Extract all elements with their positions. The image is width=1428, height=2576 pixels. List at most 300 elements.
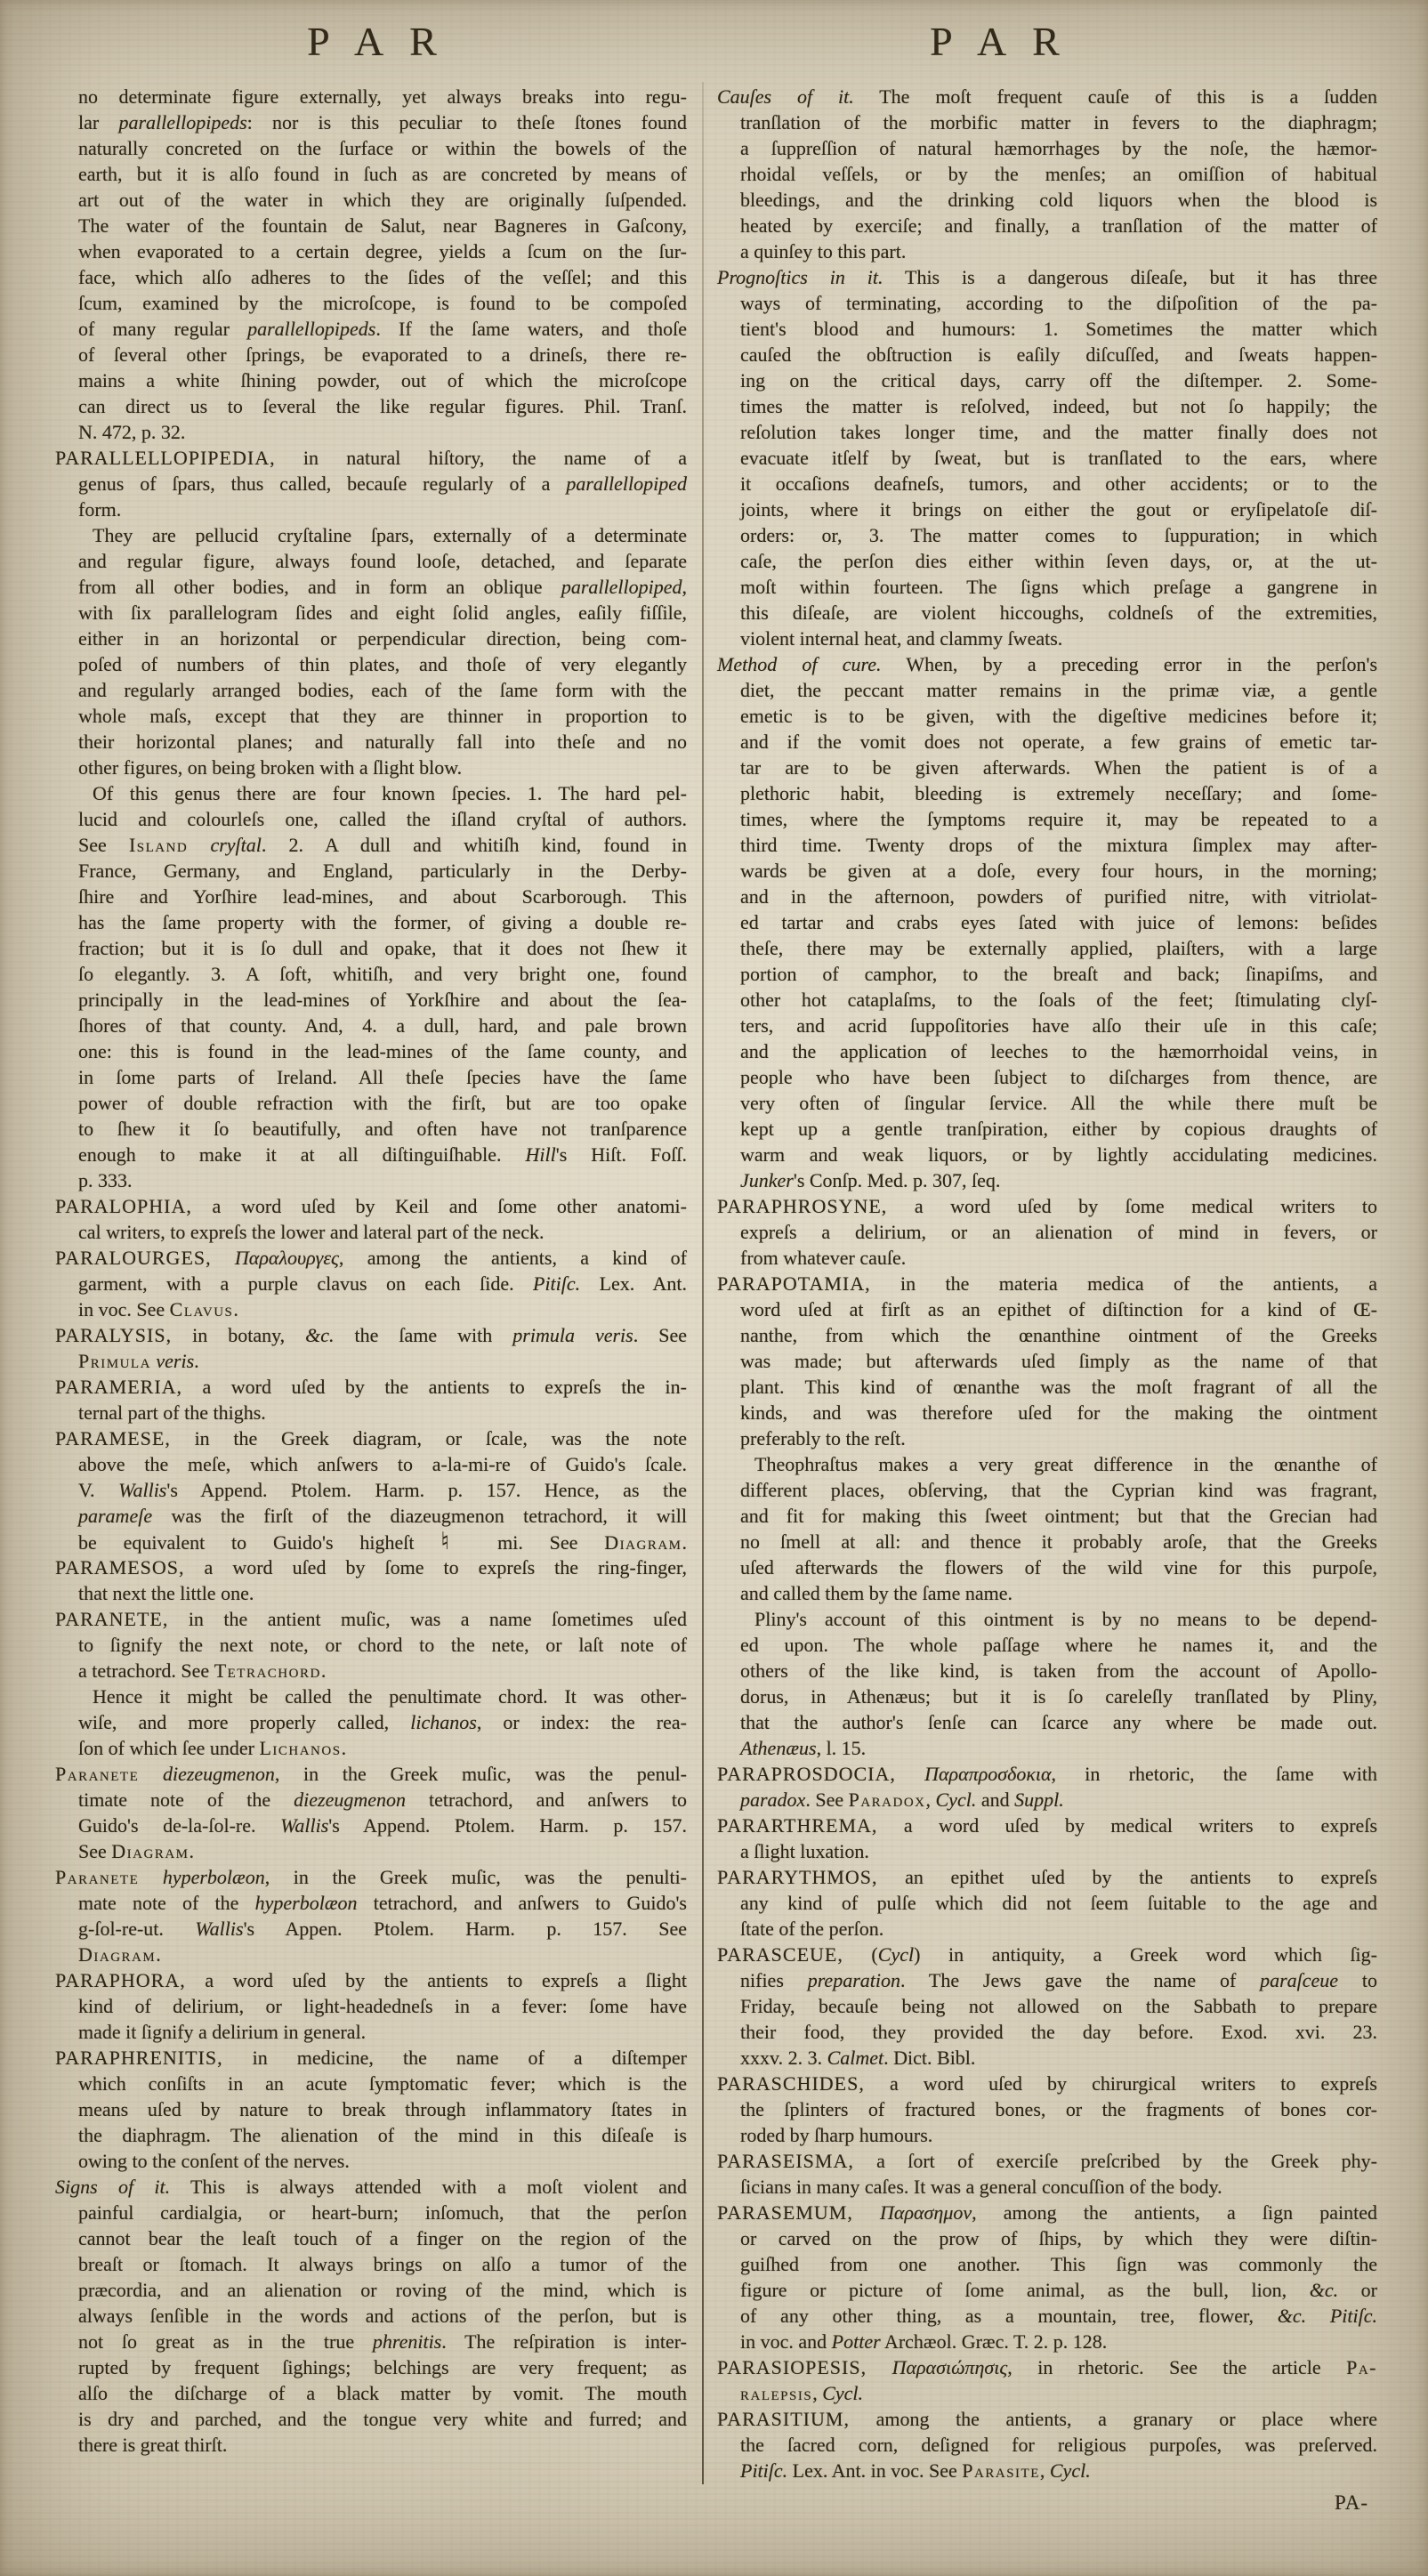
small-caps-reference: Paranete	[55, 1763, 140, 1785]
text-run: other hot cataplaſms, to the ſoals of the feet; ſtimulating clyſ-	[740, 989, 1377, 1011]
text-line	[717, 1632, 1377, 1658]
text-line	[717, 1013, 1377, 1038]
text-run: tetrachord, and anſwers to	[405, 1789, 688, 1811]
text-run: among the antients, a granary or place where	[849, 2408, 1377, 2430]
text-run: rupted by frequent ſighings; belchings are very frequent; as	[78, 2356, 687, 2378]
text-line	[55, 1813, 687, 1838]
text-run: ſon of which ſee under	[78, 1737, 260, 1759]
text-line	[55, 1580, 687, 1606]
text-run: of ſeveral other ſprings, be evaporated to a drineſs, there re-	[78, 343, 687, 366]
text-run: , among the antients, a ſign painted	[972, 2201, 1377, 2224]
entry	[717, 2406, 1377, 2483]
entry-headword: PARASITIUM,	[717, 2408, 850, 2430]
text-run: earth, but it is alſo found in ſuch as are concreted by means of	[78, 163, 687, 185]
text-run: always ſenſible in the words and actions of the perſon, but is	[78, 2305, 687, 2327]
text-line	[55, 187, 687, 213]
text-line	[717, 1477, 1377, 1503]
text-line	[717, 574, 1377, 600]
small-caps-reference: Lichanos	[259, 1737, 342, 1759]
entry-headword: PARAMESOS,	[55, 1556, 185, 1579]
text-line	[717, 1838, 1377, 1864]
text-run: . 2. A dull and whitiſh kind, found in	[261, 834, 688, 856]
entry	[55, 1864, 687, 1967]
left-column	[55, 84, 687, 2458]
text-line	[717, 135, 1377, 161]
text-run: was made; but afterwards uſed ſimply as the name of that	[740, 1350, 1377, 1372]
italic-text: parallellopipeds	[118, 111, 247, 133]
entry	[55, 1322, 687, 1374]
text-run: dorus, in Athenæus; but it is ſo careleſly tranſlated by Pliny,	[740, 1685, 1377, 1708]
entry-headword: PARASEISMA,	[717, 2150, 854, 2172]
text-run: 's Appen. Ptolem. Harm. p. 157. See	[243, 1918, 688, 1940]
text-line	[717, 2432, 1377, 2458]
entry	[55, 2045, 687, 2174]
entry	[717, 2148, 1377, 2200]
text-run: ſhire and Yorſhire lead-mines, and about Scarborough. This	[78, 885, 687, 908]
text-run: roded by ſharp humours.	[740, 2124, 933, 2146]
italic-text: Wallis	[280, 1814, 329, 1837]
text-run: 's Hiſt. Foſſ.	[555, 1143, 687, 1166]
text-run: in voc. See	[78, 1298, 170, 1320]
text-line	[55, 1167, 687, 1193]
text-run: Lex. Ant. in voc. See	[787, 2459, 963, 2482]
entry	[55, 1374, 687, 1425]
entry-headword: PARAPROSDOCIA,	[717, 1763, 896, 1785]
text-line	[717, 755, 1377, 780]
text-run: in natural hiſtory, the name of a	[275, 447, 687, 469]
entry-headword: PARAMERIA,	[55, 1376, 183, 1398]
text-run: other figures, on being broken with a ſlight blow.	[78, 756, 463, 779]
text-run: uſed afterwards the flowers of the wild vine for this purpoſe,	[740, 1556, 1377, 1579]
text-line	[717, 1193, 1377, 1219]
text-run: mains a white ſhining powder, out of which the microſcope	[78, 369, 687, 392]
text-run: when evaporated to a certain degree, yields a ſcum on the ſur-	[78, 240, 687, 262]
text-run: a word uſed by Keil and ſome other anatomi-	[191, 1195, 687, 1217]
text-line	[717, 342, 1377, 367]
text-run: this diſeaſe, are violent hiccoughs, coldneſs of the extremities,	[740, 602, 1377, 624]
entry	[55, 1554, 687, 1606]
paragraph	[55, 780, 687, 1193]
text-line	[717, 806, 1377, 832]
text-line	[55, 935, 687, 961]
text-line	[717, 1580, 1377, 1606]
text-run: tranſlation of the morbific matter in fevers to the diaphragm;	[740, 111, 1377, 133]
entry	[717, 1761, 1377, 1813]
text-run: their horizontal planes; and naturally fall into theſe and no	[78, 731, 687, 753]
entry	[717, 1942, 1377, 2071]
text-line	[717, 1090, 1377, 1116]
entry	[55, 445, 687, 522]
text-line	[717, 703, 1377, 729]
entry	[55, 2174, 687, 2458]
text-line	[717, 677, 1377, 703]
text-line	[717, 1916, 1377, 1942]
text-run: naturally concreted on the ſurface or within the bowels of the	[78, 137, 687, 159]
text-run: . See	[633, 1324, 687, 1346]
text-line	[717, 2458, 1377, 2483]
text-line	[717, 780, 1377, 806]
text-run: Pliny's account of this ointment is by no means to be depend-	[754, 1608, 1377, 1630]
text-run: and if the vomit does not operate, a few grains of emetic tar-	[740, 731, 1377, 753]
text-run: of many regular	[78, 318, 248, 340]
text-line	[55, 1529, 687, 1554]
text-line	[55, 2174, 687, 2200]
text-run: word uſed at firſt as an epithet of diſtinction for a kind of Œ-	[740, 1298, 1377, 1320]
text-line	[717, 2406, 1377, 2432]
italic-text: Cycl.	[1049, 2459, 1091, 2482]
text-line	[55, 909, 687, 935]
text-run: either in an horizontal or perpendicular direction, being com-	[78, 627, 687, 650]
text-run: in the antient muſic, was a name ſometimes uſed	[168, 1608, 687, 1630]
text-line	[717, 1064, 1377, 1090]
text-line	[55, 2225, 687, 2251]
text-line	[55, 677, 687, 703]
text-run: owing to the conſent of the nerves.	[78, 2150, 350, 2172]
text-line	[55, 161, 687, 187]
text-line	[717, 187, 1377, 213]
entry	[717, 1864, 1377, 1942]
text-run: cauſed the obſtruction is eaſily diſcuſſed, and ſweats happen-	[740, 343, 1377, 366]
text-line	[55, 2303, 687, 2329]
text-run: , in rhetoric. See the article	[1007, 2356, 1347, 2378]
text-run: lucid and colourleſs one, called the iſland cryſtal of authors.	[78, 808, 687, 830]
entry-headword: PARAPHORA,	[55, 1969, 186, 1991]
text-run: Guido's de-la-ſol-re.	[78, 1814, 281, 1837]
italic-text: Pitiſc.	[533, 1272, 581, 1295]
text-run: evacuate itſelf by ſweat, but is tranſlated to the ears, where	[740, 447, 1377, 469]
greek-text: Παρασημον	[880, 2201, 972, 2224]
small-caps-reference: Paranete	[55, 1866, 140, 1888]
text-line	[55, 651, 687, 677]
text-run: has the ſame property with the former, of giving a double re-	[78, 911, 687, 933]
text-line	[55, 1916, 687, 1942]
text-line	[717, 1606, 1377, 1632]
text-run: , or index: the rea-	[476, 1711, 687, 1733]
text-run: that the author's ſenſe can ſcarce any where be made out.	[740, 1711, 1377, 1733]
text-run: art out of the water in which they are originally ſuſpended.	[78, 189, 687, 211]
text-run: heated by exerciſe; and finally, a tranſlation of the matter of	[740, 214, 1377, 237]
running-head-left: P A R	[307, 19, 446, 64]
text-line	[55, 1838, 687, 1864]
text-run: was the firſt of the diazeugmenon tetrachord, it will	[152, 1505, 687, 1527]
text-line	[55, 548, 687, 574]
text-line	[55, 1400, 687, 1425]
text-run: ſtate of the perſon.	[740, 1918, 884, 1940]
entry-headword: PARAPOTAMIA,	[717, 1272, 871, 1295]
text-line	[717, 238, 1377, 264]
text-line	[55, 884, 687, 909]
text-run: their food, they provided the day before. Exod. xvi. 23.	[740, 2021, 1377, 2043]
text-run: ſicians in many caſes. It was a general concuſſion of the body.	[740, 2176, 1222, 2198]
entry	[55, 1967, 687, 2045]
text-line	[55, 238, 687, 264]
italic-text: Calmet	[827, 2047, 884, 2069]
text-line	[717, 1529, 1377, 1554]
text-run: 's Append. Ptolem. Harm. p. 157.	[328, 1814, 687, 1837]
text-line	[55, 1684, 687, 1709]
entry	[55, 1245, 687, 1322]
text-line	[717, 367, 1377, 393]
text-line	[55, 213, 687, 238]
text-line	[717, 445, 1377, 471]
text-line	[55, 1193, 687, 1219]
italic-text: hyperbolæon	[162, 1866, 265, 1888]
text-line	[55, 2277, 687, 2303]
text-run: fraction; but it is ſo dull and opake, that it does not ſhew it	[78, 937, 687, 959]
text-run: 's Conſp. Med. p. 307, ſeq.	[793, 1169, 1001, 1191]
italic-text: diezeugmenon	[294, 1789, 406, 1811]
text-run: .	[233, 1298, 238, 1320]
text-run: , in rhetoric, the ſame with	[1051, 1763, 1378, 1785]
text-line	[55, 1864, 687, 1890]
text-run: ,	[925, 1789, 936, 1811]
text-run: p. 333.	[78, 1169, 133, 1191]
text-line	[717, 548, 1377, 574]
text-run: power of double refraction with the firſt, but are too opake	[78, 1092, 687, 1114]
italic-text: paradox	[740, 1789, 806, 1811]
text-line	[55, 445, 687, 471]
text-run: in ſome parts of Ireland. All theſe ſpecies have the ſame	[78, 1066, 687, 1088]
text-run: principally in the lead-mines of Yorkſhire and about the ſea-	[78, 989, 687, 1011]
text-line	[55, 1296, 687, 1322]
text-run: , in the Greek muſic, was the penulti-	[264, 1866, 688, 1888]
text-line	[55, 264, 687, 290]
text-run: plant. This kind of œnanthe was the moſt fragrant of all the	[740, 1376, 1377, 1398]
text-run: .	[682, 1531, 687, 1554]
text-run: ſcum, examined by the microſcope, is found to be compoſed	[78, 292, 687, 314]
text-line	[55, 2432, 687, 2458]
small-caps-reference: Parasite	[962, 2459, 1040, 2482]
text-line	[717, 1271, 1377, 1296]
text-line	[55, 419, 687, 445]
text-line	[717, 471, 1377, 497]
text-line	[55, 1761, 687, 1787]
text-line	[55, 1606, 687, 1632]
text-line	[717, 1942, 1377, 1967]
text-line	[55, 1890, 687, 1916]
text-run	[188, 834, 210, 856]
entry	[717, 2354, 1377, 2406]
small-caps-reference: Tetrachord	[214, 1659, 321, 1682]
text-line	[717, 290, 1377, 316]
text-run: is dry and parched, and the tongue very white and furred; and	[78, 2408, 687, 2430]
text-run: cannot bear the leaſt touch of a finger on the region of the	[78, 2227, 687, 2249]
text-run: . Dict. Bibl.	[883, 2047, 976, 2069]
entry-headword: PARARYTHMOS,	[717, 1866, 878, 1888]
continuation-paragraph	[55, 84, 687, 445]
paragraph	[717, 1606, 1377, 1761]
text-line	[55, 1942, 687, 1967]
text-line	[55, 1709, 687, 1735]
text-run	[139, 1763, 163, 1785]
text-run: or	[1338, 2279, 1377, 2301]
text-run: g-ſol-re-ut.	[78, 1918, 196, 1940]
text-run: ,	[682, 576, 687, 598]
italic-text: Athenæus	[740, 1737, 817, 1759]
text-line	[55, 729, 687, 755]
text-run: ing on the critical days, carry off the diſtemper. 2. Some-	[740, 369, 1377, 392]
text-run: ,	[812, 2382, 823, 2404]
paragraph	[717, 1451, 1377, 1606]
text-run: or carved on the prow of ſhips, by which they were diſtin-	[740, 2227, 1377, 2249]
text-run: expreſs a delirium, or an alienation of mind in fevers, or	[740, 1221, 1377, 1243]
text-line	[55, 109, 687, 135]
text-run: guiſhed from one another. This ſign was commonly the	[740, 2253, 1377, 2275]
text-run: a ſort of exerciſe preſcribed by the Greek phy-	[853, 2150, 1377, 2172]
text-run: cal writers, to expreſs the lower and lateral part of the neck.	[78, 1221, 545, 1243]
text-line	[55, 2019, 687, 2045]
text-line	[55, 135, 687, 161]
text-line	[55, 1477, 687, 1503]
italic-text: Signs of it.	[55, 2176, 171, 2198]
text-line	[717, 2071, 1377, 2096]
italic-text: &c.	[305, 1324, 335, 1346]
entry-headword: PARALLELLOPIPEDIA,	[55, 447, 276, 469]
text-line	[717, 1503, 1377, 1529]
text-line	[717, 2096, 1377, 2122]
text-line	[717, 1993, 1377, 2019]
text-run: : nor is this peculiar to theſe ſtones found	[246, 111, 687, 133]
text-line	[717, 729, 1377, 755]
text-run: the ſplinters of fractured bones, or the fragments of bones cor-	[740, 2098, 1377, 2120]
text-line	[717, 1167, 1377, 1193]
text-line	[55, 1064, 687, 1090]
text-run: .	[320, 1659, 327, 1682]
text-line	[717, 858, 1377, 884]
text-run: Lex. Ant.	[580, 1272, 687, 1295]
text-run: and called them by the ſame name.	[740, 1582, 1013, 1604]
text-run: The moſt frequent cauſe of this is a ſudden	[853, 85, 1377, 108]
text-run: tient's blood and humours: 1. Sometimes the matter which	[740, 318, 1377, 340]
italic-text: lichanos	[410, 1711, 477, 1733]
text-line	[717, 1400, 1377, 1425]
text-run: ſhores of that county. And, 4. a dull, hard, and pale brown	[78, 1014, 687, 1037]
italic-text: phrenitis	[372, 2330, 442, 2353]
italic-text: parameſe	[78, 1505, 153, 1527]
text-run: kept up a gentle tranſpiration, either by copious draughts of	[740, 1118, 1377, 1140]
text-line	[55, 2148, 687, 2174]
text-run: emetic is to be given, with the digeſtive medicines before it;	[740, 705, 1377, 727]
text-run: They are pellucid cryſtaline ſpars, externally of a determinate	[93, 524, 687, 546]
italic-text: Potter	[831, 2330, 881, 2353]
text-run: orders: or, 3. The matter comes to ſuppuration; in which	[740, 524, 1377, 546]
text-run: face, which alſo adheres to the ſides of the veſſel; and this	[78, 266, 687, 288]
text-line	[55, 755, 687, 780]
text-run: violent internal heat, and clammy ſweats.	[740, 627, 1063, 650]
text-line	[55, 1632, 687, 1658]
entry-headword: PARALYSIS,	[55, 1324, 173, 1346]
text-run: diet, the peccant matter remains in the primæ viæ, a gentle	[740, 679, 1377, 701]
text-line	[717, 1864, 1377, 1890]
text-run: reſolution takes longer time, and the matter finally does not	[740, 421, 1377, 443]
text-run: mate note of the	[78, 1892, 255, 1914]
text-run: .	[341, 1737, 347, 1759]
small-caps-reference: ralepsis	[740, 2382, 813, 2404]
entry	[55, 1761, 687, 1864]
text-run: a ſlight luxation.	[740, 1840, 869, 1862]
text-line	[717, 1761, 1377, 1787]
text-run: a word uſed by the antients to expreſs a ſlight	[185, 1969, 687, 1991]
text-line	[55, 1038, 687, 1064]
text-run	[896, 1763, 924, 1785]
text-run: garment, with a purple clavus on each ſide.	[78, 1272, 533, 1295]
text-run: and	[976, 1789, 1015, 1811]
text-line	[55, 2380, 687, 2406]
italic-text: cryſtal	[210, 834, 262, 856]
entry	[717, 2071, 1377, 2148]
text-line	[717, 961, 1377, 987]
text-run: a tetrachord. See	[78, 1659, 214, 1682]
text-line	[55, 367, 687, 393]
text-line	[55, 2406, 687, 2432]
text-run: tar are to be given afterwards. When the patient is of a	[740, 756, 1377, 779]
text-line	[55, 858, 687, 884]
text-line	[717, 213, 1377, 238]
text-run: wards be given at a doſe, every four hours, in the morning;	[740, 860, 1377, 882]
text-line	[55, 393, 687, 419]
text-run: timate note of the	[78, 1789, 294, 1811]
small-caps-reference: Diagram	[111, 1840, 190, 1862]
text-line	[717, 419, 1377, 445]
small-caps-reference: Diagram	[604, 1531, 682, 1554]
text-line	[55, 961, 687, 987]
text-run: . See	[805, 1789, 849, 1811]
text-line	[717, 1967, 1377, 1993]
text-line	[717, 2354, 1377, 2380]
text-run: in the Greek diagram, or ſcale, was the note	[170, 1427, 687, 1450]
text-line	[717, 1296, 1377, 1322]
text-run: an epithet uſed by the antients to expreſs	[877, 1866, 1377, 1888]
text-run: which conſiſts in an acute ſymptomatic fever; which is the	[78, 2072, 687, 2095]
text-line	[717, 1116, 1377, 1142]
text-line	[55, 780, 687, 806]
text-line	[55, 1322, 687, 1348]
text-run: the diaphragm. The alienation of the mind in this diſeaſe is	[78, 2124, 687, 2146]
text-run: ſo elegantly. 3. A ſoft, whitiſh, and very bright one, found	[78, 963, 687, 985]
text-run: times the matter is reſolved, indeed, but not ſo happily; the	[740, 395, 1377, 417]
text-line	[717, 264, 1377, 290]
entry	[717, 1193, 1377, 1271]
text-run: from whatever cauſe.	[740, 1247, 907, 1269]
text-run: wiſe, and more properly called,	[78, 1711, 411, 1733]
entry	[717, 84, 1377, 264]
text-line	[55, 1425, 687, 1451]
text-line	[717, 626, 1377, 651]
text-run: caſe, the perſon dies either within ſeven days, or, at the ut-	[740, 550, 1377, 572]
text-run: bleedings, and the drinking cold liquors when the blood is	[740, 189, 1377, 211]
text-line	[55, 1271, 687, 1296]
text-line	[717, 2329, 1377, 2354]
text-run: xxxv. 2. 3.	[740, 2047, 827, 2069]
text-line	[717, 1709, 1377, 1735]
text-run: ed tartar and crabs eyes ſated with juice of lemons: beſides	[740, 911, 1377, 933]
text-line	[55, 2329, 687, 2354]
italic-text: Suppl.	[1014, 1789, 1064, 1811]
text-line	[55, 1735, 687, 1761]
text-run: figure or picture of ſome animal, as the bull, lion,	[740, 2279, 1310, 2301]
text-run: a word uſed by medical writers to expreſs	[877, 1814, 1377, 1837]
text-run: 's Append. Ptolem. Harm. p. 157. Hence, as the	[166, 1479, 687, 1501]
text-line	[55, 1967, 687, 1993]
text-run: no ſmell at all: and thence it probably aroſe, that the Greeks	[740, 1530, 1377, 1553]
text-line	[717, 1219, 1377, 1245]
text-run: a word uſed by ſome to expreſs the ring-finger,	[184, 1556, 687, 1579]
text-run: and fit for making this ſweet ointment; but that the Grecian had	[740, 1505, 1377, 1527]
italic-text: &c.	[1309, 2279, 1339, 2301]
right-column	[717, 84, 1377, 2483]
text-line	[717, 2148, 1377, 2174]
text-line	[717, 2251, 1377, 2277]
